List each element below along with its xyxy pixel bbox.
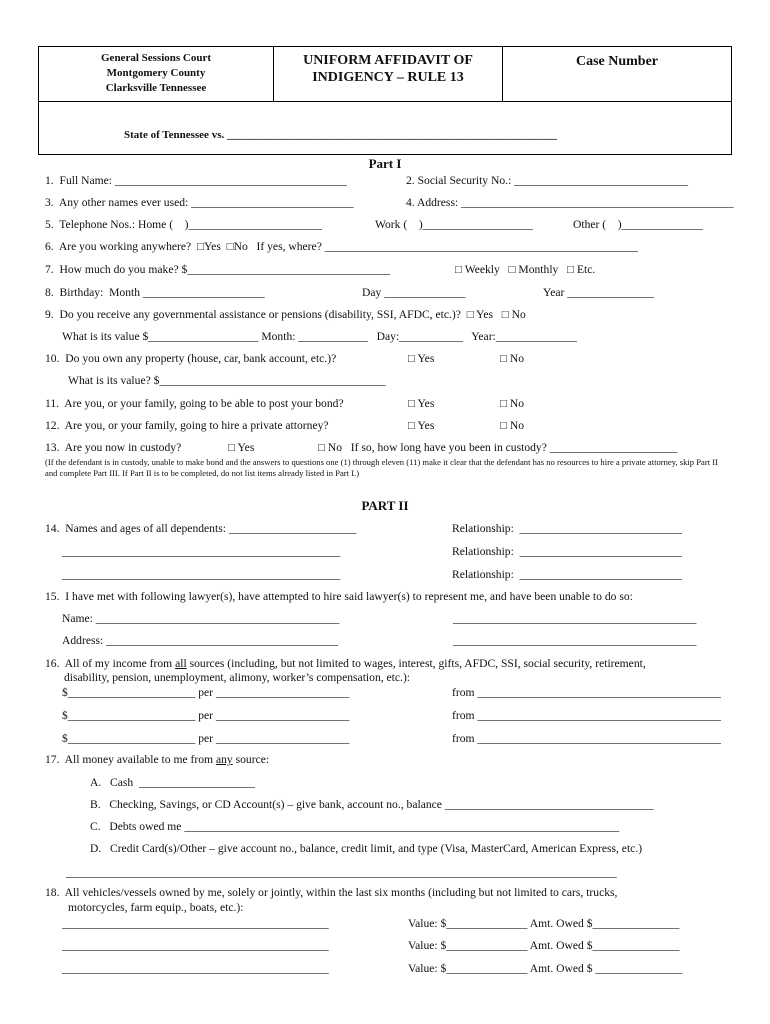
debts-owed-field[interactable]: C. Debts owed me ___________________________________________________________________________ [90,820,620,833]
vehicle-description-3[interactable]: ______________________________________________ [62,962,329,975]
vehicle-value-3[interactable]: Value: $______________ Amt. Owed $ _______________ [408,962,683,975]
address-field[interactable]: 4. Address: _______________________________________________ [406,196,734,209]
vehicle-description-1[interactable]: ______________________________________________ [62,917,329,930]
credit-cards-field: D. Credit Card(s)/Other – give account no., balance, credit limit, and type (Visa, MasterCard, American Express, etc.) [90,842,643,855]
dependents-blank-3[interactable]: ________________________________________________ [62,568,341,581]
court-city: Clarksville Tennessee [105,82,207,94]
credit-cards-blank[interactable]: _______________________________________________________________________________________________ [66,866,617,879]
assistance-value-field[interactable]: What is its value $___________________ Month: ____________ Day:___________ Year:______________ [62,330,577,343]
income-sources-question [45,657,646,671]
relationship-field-1[interactable]: Relationship: ____________________________ [452,522,682,535]
vehicles-question-line2: motorcycles, farm equip., boats, etc.): [68,901,244,914]
income-frequency-options[interactable]: □ Weekly □ Monthly □ Etc. [455,263,596,276]
court-name: General Sessions Court [101,52,211,64]
home-phone-field[interactable]: 5. Telephone Nos.: Home ( )_______________________ [45,218,322,231]
income-from-1[interactable]: from __________________________________________ [452,686,721,699]
lawyer-address-blank-right[interactable]: __________________________________________ [453,634,697,647]
case-number-label: Case Number [575,54,659,69]
lawyers-question: 15. I have met with following lawyer(s), have attempted to hire said lawyer(s) to represent me, and have been unable to do so: [45,590,633,603]
birthday-day-field[interactable]: Day ______________ [362,286,466,299]
other-names-field[interactable]: 3. Any other names ever used: ____________________________ [45,196,354,209]
bond-question: 11. Are you, or your family, going to be able to post your bond? [45,397,344,410]
income-from-2[interactable]: from __________________________________________ [452,709,721,722]
income-sources-line2: disability, pension, unemployment, alimony, worker’s compensation, etc.): [64,671,411,684]
work-phone-field[interactable]: Work ( )___________________ [375,218,533,231]
custody-yes-checkbox[interactable]: □ Yes [228,441,255,454]
property-question: 10. Do you own any property (house, car, bank account, etc.)? [45,352,337,365]
cash-field[interactable]: A. Cash ____________________ [90,776,255,789]
money-available-text-b: source: [232,753,270,766]
money-available-any: any [215,753,233,766]
dependents-field[interactable]: 14. Names and ages of all dependents: ______________________ [45,522,357,535]
form-title-line1: UNIFORM AFFIDAVIT OF [303,53,473,68]
income-amount-2[interactable]: $______________________ per _______________________ [62,709,350,722]
other-phone-field[interactable]: Other ( )______________ [573,218,703,231]
bond-yes-checkbox[interactable]: □ Yes [408,397,435,410]
lawyer-name-field[interactable]: Name: __________________________________________ [62,612,340,625]
custody-question: 13. Are you now in custody? [45,441,182,454]
custody-no-and-duration[interactable]: □ No If so, how long have you been in custody? ______________________ [318,441,678,454]
income-amount-1[interactable]: $______________________ per _______________________ [62,686,350,699]
lawyer-address-field[interactable]: Address: ________________________________________ [62,634,338,647]
income-sources-text-b: sources (including, but not limited to wages, interest, gifts, AFDC, SSI, social security, retirement, [186,657,646,670]
custody-note: (If the defendant is in custody, unable to make bond and the answers to questions one (1) through eleven (11) make it clear that the defendant has no resources to hire a private attorney, skip Part II and complete Part III. If Part II is to be completed, do not list items already listed in Part I.) [45,457,718,478]
birthday-month-field[interactable]: 8. Birthday: Month _____________________ [45,286,265,299]
vehicle-value-1[interactable]: Value: $______________ Amt. Owed $_______________ [408,917,680,930]
court-county: Montgomery County [106,67,206,79]
bank-accounts-field[interactable]: B. Checking, Savings, or CD Account(s) – give bank, account no., balance ____________________________________ [90,798,654,811]
income-sources-text-a: 16. All of my income from [45,657,176,670]
relationship-field-2[interactable]: Relationship: ____________________________ [452,545,682,558]
part2-heading: PART II [361,498,409,513]
income-from-3[interactable]: from __________________________________________ [452,732,721,745]
full-name-field[interactable]: 1. Full Name: ________________________________________ [45,174,347,187]
birthday-year-field[interactable]: Year _______________ [543,286,655,299]
working-question[interactable]: 6. Are you working anywhere? □Yes □No If yes, where? ______________________________________________________ [45,240,638,253]
bond-no-checkbox[interactable]: □ No [500,397,525,410]
income-sources-all: all [175,657,187,670]
attorney-no-checkbox[interactable]: □ No [500,419,525,432]
assistance-question[interactable]: 9. Do you receive any governmental assistance or pensions (disability, SSI, AFDC, etc.)? □ Yes □ No [45,308,526,321]
attorney-yes-checkbox[interactable]: □ Yes [408,419,435,432]
form-title-line2: INDIGENCY – RULE 13 [312,70,464,85]
relationship-field-3[interactable]: Relationship: ____________________________ [452,568,682,581]
lawyer-name-blank-right[interactable]: __________________________________________ [453,612,697,625]
income-amount-3[interactable]: $______________________ per _______________________ [62,732,350,745]
ssn-field[interactable]: 2. Social Security No.: ______________________________ [406,174,689,187]
vehicles-question: 18. All vehicles/vessels owned by me, solely or jointly, within the last six months (including but not limited to cars, trucks, [45,886,618,899]
vehicle-description-2[interactable]: ______________________________________________ [62,939,329,952]
vehicle-value-2[interactable]: Value: $______________ Amt. Owed $_______________ [408,939,680,952]
money-available-text-a: 17. All money available to me from [45,753,216,766]
dependents-blank-2[interactable]: ________________________________________________ [62,545,341,558]
property-yes-checkbox[interactable]: □ Yes [408,352,435,365]
money-available-question [45,753,269,767]
part1-heading: Part I [368,156,402,171]
property-value-field[interactable]: What is its value? $_______________________________________ [68,374,386,387]
property-no-checkbox[interactable]: □ No [500,352,525,365]
state-of-tennessee-line[interactable]: State of Tennessee vs. ____________________________________________________________ [124,129,557,141]
attorney-question: 12. Are you, or your family, going to hire a private attorney? [45,419,329,432]
income-field[interactable]: 7. How much do you make? $___________________________________ [45,263,391,276]
